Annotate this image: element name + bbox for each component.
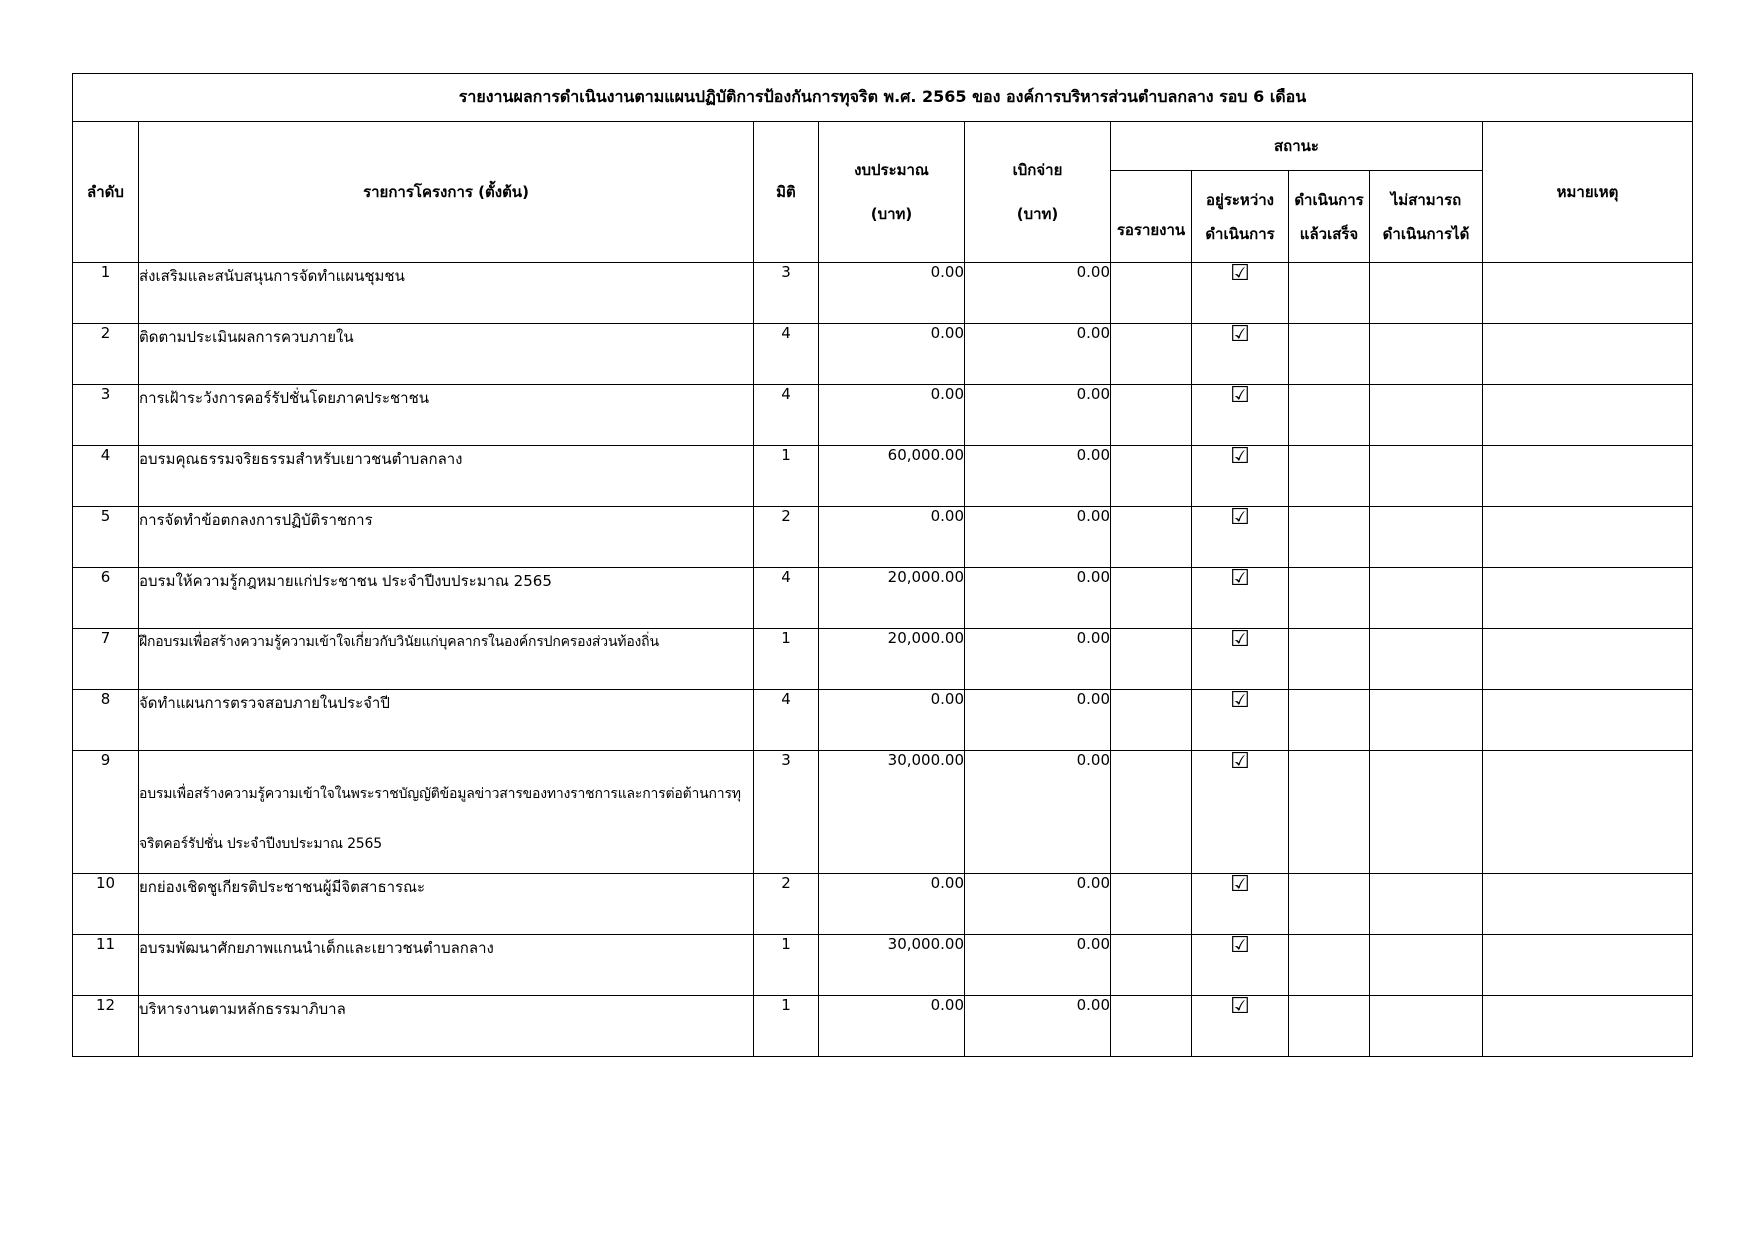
row-budget: 0.00	[819, 690, 965, 751]
table-row	[73, 324, 1693, 385]
row-dimension: 3	[754, 751, 819, 874]
row-no: 10	[73, 874, 139, 935]
row-status-unable	[1370, 751, 1483, 874]
row-status-inprogress	[1192, 446, 1289, 507]
row-status-inprogress	[1192, 996, 1289, 1057]
checked-box-icon: ☑	[1230, 873, 1250, 897]
table-row	[73, 935, 1693, 996]
header-budget-line1: งบประมาณ	[854, 161, 929, 179]
checked-box-icon: ☑	[1230, 445, 1250, 469]
row-status-inprogress	[1192, 263, 1289, 324]
checked-box-icon: ☑	[1230, 323, 1250, 347]
row-dimension: 1	[754, 935, 819, 996]
row-budget: 0.00	[819, 996, 965, 1057]
row-status-done	[1289, 446, 1370, 507]
checked-box-icon: ☑	[1230, 506, 1250, 530]
row-dimension: 2	[754, 507, 819, 568]
row-dimension: 3	[754, 263, 819, 324]
row-no: 11	[73, 935, 139, 996]
checked-box-icon: ☑	[1230, 689, 1250, 713]
row-status-unable	[1370, 629, 1483, 690]
row-project-name: อบรมให้ความรู้กฎหมายแก่ประชาชน ประจำปีงบประมาณ 2565	[139, 568, 754, 629]
row-remark	[1483, 324, 1693, 385]
row-project-name: อบรมพัฒนาศักยภาพแกนนำเด็กและเยาวชนตำบลกลาง	[139, 935, 754, 996]
row-status-done	[1289, 935, 1370, 996]
header-status-unable-line1: ไม่สามารถ	[1390, 190, 1462, 209]
header-project: รายการโครงการ (ตั้งต้น)	[139, 122, 754, 263]
header-status-unable	[1370, 171, 1483, 263]
header-dimension: มิติ	[754, 122, 819, 263]
table-row	[73, 385, 1693, 446]
row-no: 5	[73, 507, 139, 568]
row-project-name: การจัดทำข้อตกลงการปฏิบัติราชการ	[139, 507, 754, 568]
row-status-waiting	[1111, 507, 1192, 568]
row-disbursed: 0.00	[965, 385, 1111, 446]
report-table	[72, 73, 1693, 1057]
table-row	[73, 263, 1693, 324]
row-dimension: 1	[754, 629, 819, 690]
header-disbursed	[965, 122, 1111, 263]
header-status-unable-line2: ดำเนินการได้	[1382, 224, 1470, 243]
row-disbursed: 0.00	[965, 446, 1111, 507]
row-remark	[1483, 507, 1693, 568]
row-status-done	[1289, 507, 1370, 568]
header-remark: หมายเหตุ	[1483, 122, 1693, 263]
checked-box-icon: ☑	[1230, 262, 1250, 286]
row-no: 4	[73, 446, 139, 507]
row-budget: 0.00	[819, 874, 965, 935]
row-remark	[1483, 996, 1693, 1057]
row-no: 2	[73, 324, 139, 385]
row-status-done	[1289, 385, 1370, 446]
row-status-inprogress	[1192, 690, 1289, 751]
table-row	[73, 751, 1693, 874]
row-dimension: 1	[754, 996, 819, 1057]
row-status-waiting	[1111, 874, 1192, 935]
row-dimension: 4	[754, 690, 819, 751]
row-status-unable	[1370, 446, 1483, 507]
row-dimension: 1	[754, 446, 819, 507]
row-status-unable	[1370, 263, 1483, 324]
row-project-name: ส่งเสริมและสนับสนุนการจัดทำแผนชุมชน	[139, 263, 754, 324]
row-no: 6	[73, 568, 139, 629]
row-dimension: 2	[754, 874, 819, 935]
row-disbursed: 0.00	[965, 751, 1111, 874]
row-no: 12	[73, 996, 139, 1057]
row-disbursed: 0.00	[965, 629, 1111, 690]
header-status-waiting	[1111, 171, 1192, 263]
header-status-inprogress-line1: อยู่ระหว่าง	[1206, 190, 1274, 209]
row-project-name: ฝึกอบรมเพื่อสร้างความรู้ความเข้าใจเกี่ยวกับวินัยแก่บุคลากรในองค์กรปกครองส่วนท้องถิ่น	[139, 629, 754, 690]
row-dimension: 4	[754, 324, 819, 385]
row-status-inprogress	[1192, 568, 1289, 629]
table-row	[73, 996, 1693, 1057]
row-status-inprogress	[1192, 874, 1289, 935]
row-status-done	[1289, 263, 1370, 324]
row-remark	[1483, 568, 1693, 629]
row-status-done	[1289, 996, 1370, 1057]
header-no: ลำดับ	[73, 122, 139, 263]
row-no: 9	[73, 751, 139, 874]
row-status-waiting	[1111, 324, 1192, 385]
row-remark	[1483, 874, 1693, 935]
row-disbursed: 0.00	[965, 874, 1111, 935]
row-status-waiting	[1111, 446, 1192, 507]
row-status-done	[1289, 874, 1370, 935]
row-budget: 30,000.00	[819, 935, 965, 996]
row-status-unable	[1370, 690, 1483, 751]
row-status-waiting	[1111, 629, 1192, 690]
row-status-unable	[1370, 324, 1483, 385]
row-no: 7	[73, 629, 139, 690]
row-project-name: บริหารงานตามหลักธรรมาภิบาล	[139, 996, 754, 1057]
header-status-waiting-label: รอรายงาน	[1116, 220, 1186, 239]
row-dimension: 4	[754, 568, 819, 629]
row-disbursed: 0.00	[965, 324, 1111, 385]
header-disbursed-line1: เบิกจ่าย	[1012, 161, 1063, 179]
row-project-name: อบรมคุณธรรมจริยธรรมสำหรับเยาวชนตำบลกลาง	[139, 446, 754, 507]
row-remark	[1483, 385, 1693, 446]
row-status-waiting	[1111, 568, 1192, 629]
header-budget-line2: (บาท)	[870, 205, 913, 223]
checked-box-icon: ☑	[1230, 750, 1250, 774]
row-status-unable	[1370, 996, 1483, 1057]
row-status-inprogress	[1192, 751, 1289, 874]
row-budget: 0.00	[819, 324, 965, 385]
row-no: 3	[73, 385, 139, 446]
row-status-done	[1289, 568, 1370, 629]
row-budget: 0.00	[819, 507, 965, 568]
row-remark	[1483, 446, 1693, 507]
row-status-inprogress	[1192, 324, 1289, 385]
row-disbursed: 0.00	[965, 507, 1111, 568]
table-row	[73, 446, 1693, 507]
row-disbursed: 0.00	[965, 263, 1111, 324]
table-row	[73, 507, 1693, 568]
row-remark	[1483, 935, 1693, 996]
row-no: 8	[73, 690, 139, 751]
row-project-name: ติดตามประเมินผลการควบภายใน	[139, 324, 754, 385]
row-budget: 20,000.00	[819, 629, 965, 690]
header-status-done	[1289, 171, 1370, 263]
table-row	[73, 874, 1693, 935]
row-status-waiting	[1111, 385, 1192, 446]
row-status-inprogress	[1192, 507, 1289, 568]
header-budget	[819, 122, 965, 263]
row-remark	[1483, 629, 1693, 690]
row-status-unable	[1370, 385, 1483, 446]
row-status-unable	[1370, 507, 1483, 568]
checked-box-icon: ☑	[1230, 934, 1250, 958]
row-budget: 0.00	[819, 385, 965, 446]
row-status-waiting	[1111, 751, 1192, 874]
report-title: รายงานผลการดำเนินงานตามแผนปฏิบัติการป้องกันการทุจริต พ.ศ. 2565 ของ องค์การบริหารส่วนตำบลกลาง รอบ 6 เดือน	[73, 74, 1693, 122]
header-status-inprogress	[1192, 171, 1289, 263]
row-status-done	[1289, 324, 1370, 385]
row-status-unable	[1370, 874, 1483, 935]
row-status-waiting	[1111, 690, 1192, 751]
row-status-done	[1289, 629, 1370, 690]
header-status-done-line1: ดำเนินการ	[1294, 190, 1364, 209]
row-budget: 20,000.00	[819, 568, 965, 629]
row-status-inprogress	[1192, 385, 1289, 446]
row-status-done	[1289, 751, 1370, 874]
header-status-done-line2: แล้วเสร็จ	[1299, 224, 1359, 243]
row-status-waiting	[1111, 996, 1192, 1057]
row-budget: 60,000.00	[819, 446, 965, 507]
row-disbursed: 0.00	[965, 690, 1111, 751]
row-status-unable	[1370, 935, 1483, 996]
row-status-waiting	[1111, 263, 1192, 324]
checked-box-icon: ☑	[1230, 628, 1250, 652]
row-status-inprogress	[1192, 629, 1289, 690]
row-project-name: การเฝ้าระวังการคอร์รัปชั่นโดยภาคประชาชน	[139, 385, 754, 446]
row-disbursed: 0.00	[965, 935, 1111, 996]
row-status-done	[1289, 690, 1370, 751]
row-project-name: จัดทำแผนการตรวจสอบภายในประจำปี	[139, 690, 754, 751]
row-disbursed: 0.00	[965, 568, 1111, 629]
row-budget: 30,000.00	[819, 751, 965, 874]
header-status-inprogress-line2: ดำเนินการ	[1205, 224, 1275, 243]
table-row	[73, 568, 1693, 629]
header-status: สถานะ	[1111, 122, 1483, 171]
row-dimension: 4	[754, 385, 819, 446]
row-remark	[1483, 263, 1693, 324]
table-row	[73, 690, 1693, 751]
row-status-unable	[1370, 568, 1483, 629]
row-project-name: ยกย่องเชิดชูเกียรติประชาชนผู้มีจิตสาธารณะ	[139, 874, 754, 935]
row-disbursed: 0.00	[965, 996, 1111, 1057]
row-project-name: อบรมเพื่อสร้างความรู้ความเข้าใจในพระราชบัญญัติข้อมูลข่าวสารของทางราชการและการต่อต้านการทุจริตคอร์รัปชั่น ประจำปีงบประมาณ 2565	[139, 751, 754, 874]
row-status-waiting	[1111, 935, 1192, 996]
header-disbursed-line2: (บาท)	[1016, 205, 1059, 223]
checked-box-icon: ☑	[1230, 995, 1250, 1019]
row-budget: 0.00	[819, 263, 965, 324]
checked-box-icon: ☑	[1230, 567, 1250, 591]
row-status-inprogress	[1192, 935, 1289, 996]
row-no: 1	[73, 263, 139, 324]
row-remark	[1483, 751, 1693, 874]
checked-box-icon: ☑	[1230, 384, 1250, 408]
row-remark	[1483, 690, 1693, 751]
table-row	[73, 629, 1693, 690]
